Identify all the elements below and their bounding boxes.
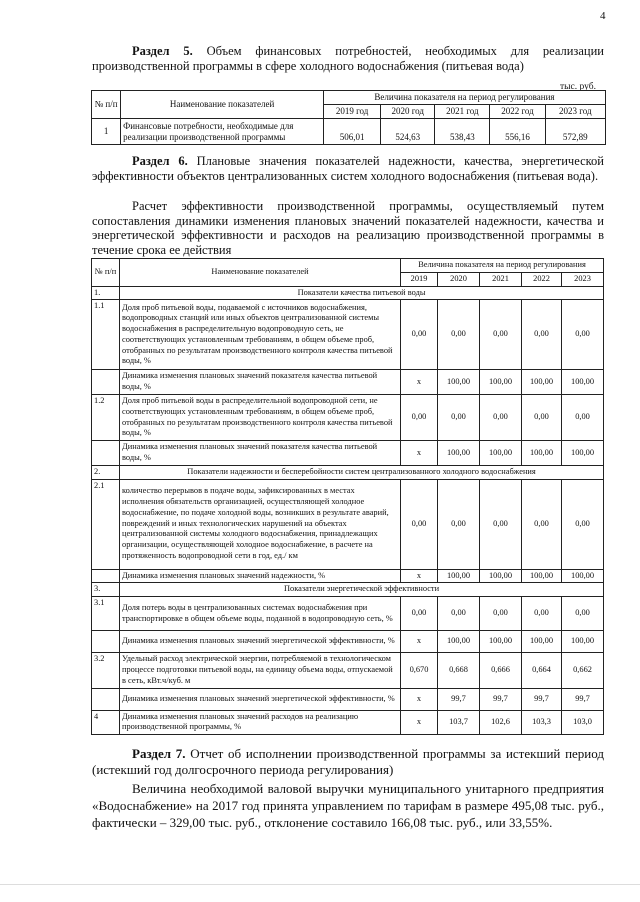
row-num: 2. <box>92 465 120 479</box>
row-value: 100,00 <box>480 569 522 583</box>
row-value: 0,00 <box>480 597 522 631</box>
table-row <box>92 710 604 735</box>
row-value: 0,00 <box>438 394 480 440</box>
row-name: Динамика изменения плановых значений энергетической эффективности, % <box>120 631 401 653</box>
row-name: Динамика изменения плановых значений расходов на реализацию производственной программы, % <box>120 710 401 735</box>
section-row <box>92 465 604 479</box>
row-num <box>92 441 120 466</box>
row-value: 99,7 <box>562 688 604 710</box>
table-row <box>92 569 604 583</box>
year-header: 2020 год <box>381 105 435 119</box>
row-value: 100,00 <box>438 631 480 653</box>
row-name: Доля проб питьевой воды, подаваемой с источников водоснабжения, водопроводных станций или иных объектов централизованной системы водоснабжения в распределительную водопроводную сеть, не соответствующих установленным требованиям, в общем объеме проб, отобранных по результатам производственного контроля качества питьевой воды, % <box>120 300 401 370</box>
row-value: 100,00 <box>562 441 604 466</box>
row-value: 100,00 <box>438 441 480 466</box>
row-value: 538,43 <box>435 119 490 145</box>
row-value: 0,00 <box>480 394 522 440</box>
row-value: 0,666 <box>480 653 522 688</box>
section7-title-text: Отчет об исполнении производственной программы за истекший период (истекший год долгосрочного периода регулирования) <box>92 746 604 777</box>
row-name: Удельный расход электрической энергии, потребляемой в технологическом процессе подготовки питьевой воды, на единицу объема воды, отпускаемой в сеть, кВт.ч/куб. м <box>120 653 401 688</box>
year-header: 2023 год <box>545 105 605 119</box>
table-row <box>92 479 604 569</box>
row-value: 103,0 <box>562 710 604 735</box>
row-num <box>92 370 120 395</box>
row-value: 0,00 <box>522 300 562 370</box>
row-value: 0,00 <box>562 300 604 370</box>
year-header: 2021 <box>480 272 522 286</box>
header-num: № п/п <box>92 259 120 287</box>
table-row <box>92 300 604 370</box>
row-value: 0,00 <box>522 597 562 631</box>
row-num: 1 <box>92 119 121 145</box>
row-value: 0,662 <box>562 653 604 688</box>
row-value: 99,7 <box>480 688 522 710</box>
row-value: 0,00 <box>438 597 480 631</box>
year-header: 2023 <box>562 272 604 286</box>
row-value: 0,00 <box>480 300 522 370</box>
section5-title-bold: Раздел 5. <box>132 44 193 58</box>
year-header: 2022 год <box>490 105 545 119</box>
header-num: № п/п <box>92 91 121 119</box>
row-value: 100,00 <box>480 631 522 653</box>
year-header: 2019 год <box>323 105 380 119</box>
header-period: Величина показателя на период регулирования <box>323 91 605 105</box>
header-name: Наименование показателей <box>120 259 401 287</box>
financial-needs-table <box>91 90 606 145</box>
header-name: Наименование показателей <box>121 91 324 119</box>
row-value: 524,63 <box>381 119 435 145</box>
row-value: х <box>401 631 438 653</box>
row-value: 0,668 <box>438 653 480 688</box>
row-value: 0,00 <box>562 394 604 440</box>
table-header-row <box>92 259 604 273</box>
row-num: 3. <box>92 583 120 597</box>
table-row <box>92 441 604 466</box>
row-value: х <box>401 370 438 395</box>
row-num: 3.2 <box>92 653 120 688</box>
section-title: Показатели энергетической эффективности <box>120 583 604 597</box>
row-value: 506,01 <box>323 119 380 145</box>
row-value: 572,89 <box>545 119 605 145</box>
row-value: х <box>401 688 438 710</box>
row-value: х <box>401 569 438 583</box>
row-value: 100,00 <box>522 441 562 466</box>
row-value: 0,00 <box>562 479 604 569</box>
page-bottom-edge <box>0 884 640 885</box>
row-name: Динамика изменения плановых значений энергетической эффективности, % <box>120 688 401 710</box>
section6-paragraph: Расчет эффективности производственной программы, осуществляемый путем сопоставления динамики изменения плановых значений показателей надежности, качества и энергетической эффективности и расходов на реализацию производственной программы в течение срока ее действия <box>92 199 604 257</box>
indicators-table <box>91 258 604 735</box>
section-row <box>92 286 604 300</box>
row-value: 0,00 <box>401 300 438 370</box>
section6-title-text: Плановые значения показателей надежности, качества, энергетической эффективности объектов централизованных систем холодного водоснабжения (питьевая вода). <box>92 154 604 183</box>
page-number: 4 <box>600 10 606 22</box>
row-value: 0,00 <box>522 479 562 569</box>
row-name: Доля проб питьевой воды в распределительной водопроводной сети, не соответствующих установленным требованиям, в общем объеме проб, отобранных по результатам производственного контроля качества питьевой воды, % <box>120 394 401 440</box>
table-row <box>92 119 606 145</box>
row-num: 2.1 <box>92 479 120 569</box>
row-name: Доля потерь воды в централизованных системах водоснабжения при транспортировке в общем объеме воды, поданной в водопроводную сеть, % <box>120 597 401 631</box>
row-value: 0,00 <box>401 597 438 631</box>
year-header: 2022 <box>522 272 562 286</box>
row-name: Динамика изменения плановых значений показателя качества питьевой воды, % <box>120 441 401 466</box>
row-value: 0,00 <box>401 394 438 440</box>
row-num: 4 <box>92 710 120 735</box>
row-num: 1.2 <box>92 394 120 440</box>
section-title: Показатели качества питьевой воды <box>120 286 604 300</box>
row-value: 0,670 <box>401 653 438 688</box>
row-value: 99,7 <box>522 688 562 710</box>
row-value: 0,00 <box>438 300 480 370</box>
section7-heading <box>92 746 604 778</box>
section5-unit: тыс. руб. <box>560 82 596 92</box>
row-value: 100,00 <box>438 370 480 395</box>
row-value: 100,00 <box>522 370 562 395</box>
row-value: 100,00 <box>522 569 562 583</box>
table-row <box>92 394 604 440</box>
header-period: Величина показателя на период регулирования <box>401 259 604 273</box>
section6-heading <box>92 154 604 183</box>
row-value: 0,00 <box>562 597 604 631</box>
year-header: 2019 <box>401 272 438 286</box>
row-name: Динамика изменения плановых значений надежности, % <box>120 569 401 583</box>
row-num <box>92 631 120 653</box>
row-value: 100,00 <box>438 569 480 583</box>
table-row <box>92 688 604 710</box>
table-row <box>92 597 604 631</box>
row-value: 103,7 <box>438 710 480 735</box>
section7-title-bold: Раздел 7. <box>132 746 186 761</box>
row-value: 99,7 <box>438 688 480 710</box>
row-num: 1. <box>92 286 120 300</box>
row-num <box>92 569 120 583</box>
row-num <box>92 688 120 710</box>
row-value: 0,00 <box>401 479 438 569</box>
row-value: х <box>401 441 438 466</box>
row-value: 0,00 <box>438 479 480 569</box>
section-title: Показатели надежности и бесперебойности систем централизованного холодного водоснабжения <box>120 465 604 479</box>
table-row <box>92 370 604 395</box>
row-name: Финансовые потребности, необходимые для реализации производственной программы <box>121 119 324 145</box>
row-num: 3.1 <box>92 597 120 631</box>
section7-paragraph: Величина необходимой валовой выручки муниципального унитарного предприятия «Водоснабжение» на 2017 год принята управлением по тарифам в размере 495,08 тыс. руб., фактически – 329,00 тыс. руб., отклонение составило 166,08 тыс. руб., или 33,55%. <box>92 781 604 830</box>
row-value: х <box>401 710 438 735</box>
section5-heading <box>92 44 604 73</box>
row-name: количество перерывов в подаче воды, зафиксированных в местах исполнения обязательств организацией, осуществляющей холодное водоснабжение, по подаче холодной воды, возникших в результате аварий, повреждений и иных технологических нарушений на объектах централизованной системы холодного водоснабжения, принадлежащих организации, осуществляющей холодное водоснабжение, в расчете на протяженность водопроводной сети в год, ед./ км <box>120 479 401 569</box>
row-value: 102,6 <box>480 710 522 735</box>
table-header-row <box>92 91 606 105</box>
row-value: 100,00 <box>562 569 604 583</box>
row-value: 100,00 <box>522 631 562 653</box>
row-name: Динамика изменения плановых значений показателя качества питьевой воды, % <box>120 370 401 395</box>
row-value: 100,00 <box>562 370 604 395</box>
section-row <box>92 583 604 597</box>
section6-title-bold: Раздел 6. <box>132 154 188 168</box>
row-value: 556,16 <box>490 119 545 145</box>
row-value: 0,00 <box>522 394 562 440</box>
row-value: 0,00 <box>480 479 522 569</box>
table-row <box>92 653 604 688</box>
row-num: 1.1 <box>92 300 120 370</box>
section5-title-text: Объем финансовых потребностей, необходимых для реализации производственной программы в сфере холодного водоснабжения (питьевая вода) <box>92 44 604 73</box>
year-header: 2021 год <box>435 105 490 119</box>
year-header: 2020 <box>438 272 480 286</box>
row-value: 0,664 <box>522 653 562 688</box>
row-value: 100,00 <box>480 441 522 466</box>
table-row <box>92 631 604 653</box>
row-value: 100,00 <box>562 631 604 653</box>
row-value: 100,00 <box>480 370 522 395</box>
row-value: 103,3 <box>522 710 562 735</box>
